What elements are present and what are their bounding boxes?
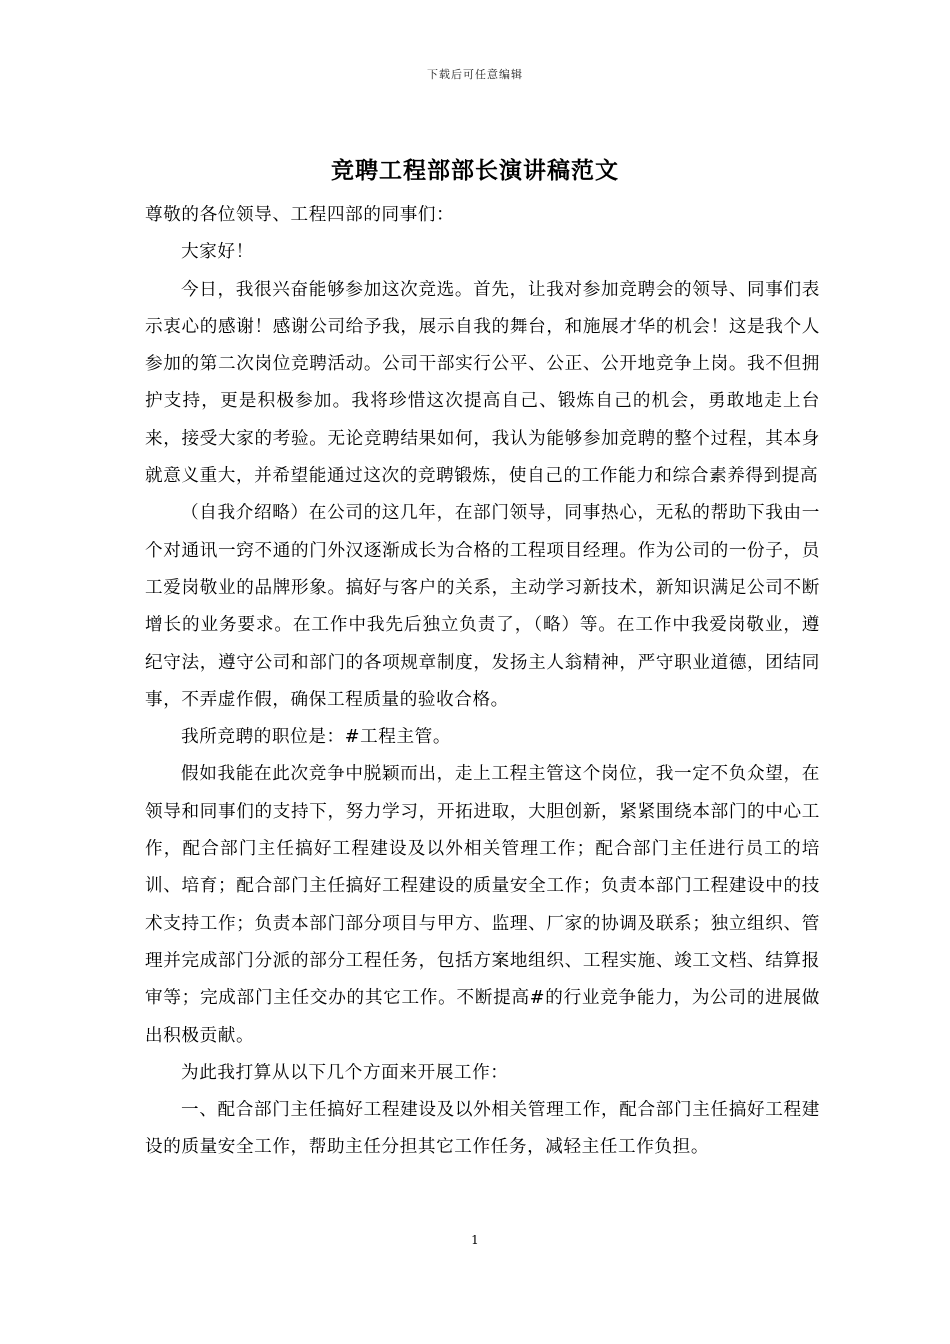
paragraph: 假如我能在此次竞争中脱颖而出，走上工程主管这个岗位，我一定不负众望，在领导和同事们的支持下，努力学习，开拓进取，大胆创新，紧紧围绕本部门的中心工作，配合部门主任搞好工程建设及以外相关管理工作；配合部门主任进行员工的培训、培育；配合部门主任搞好工程建设的质量安全工作；负责本部门工程建设中的技术支持工作；负责本部门部分项目与甲方、监理、厂家的协调及联系；独立组织、管理并完成部门分派的部分工程任务，包括方案地组织、工程实施、竣工文档、结算报审等；完成部门主任交办的其它工作。不断提高#的行业竞争能力，为公司的进展做出积极贡献。 xyxy=(145,764,820,1046)
paragraph: 今日，我很兴奋能够参加这次竞选。首先，让我对参加竞聘会的领导、同事们表示衷心的感谢！感谢公司给予我，展示自我的舞台，和施展才华的机会！这是我个人参加的第二次岗位竞聘活动。公司干部实行公平、公正、公开地竞争上岗。我不但拥护支持，更是积极参加。我将珍惜这次提高自己、锻炼自己的机会，勇敢地走上台来，接受大家的考验。无论竞聘结果如何，我认为能够参加竞聘的整个过程，其本身就意义重大，并希望能通过这次的竞聘锻炼，使自己的工作能力和综合素养得到提高 xyxy=(145,279,820,487)
paragraph: （自我介绍略）在公司的这几年，在部门领导，同事热心，无私的帮助下我由一个对通讯一窍不通的门外汉逐渐成长为合格的工程项目经理。作为公司的一份子，员工爱岗敬业的品牌形象。搞好与客户的关系，主动学习新技术，新知识满足公司不断增长的业务要求。在工作中我先后独立负责了，（略）等。在工作中我爱岗敬业，遵纪守法，遵守公司和部门的各项规章制度，发扬主人翁精神，严守职业道德，团结同事，不弄虚作假，确保工程质量的验收合格。 xyxy=(145,503,820,710)
page-header: 下载后可任意编辑 xyxy=(427,68,523,81)
document-body xyxy=(145,197,820,1167)
paragraph: 我所竞聘的职位是：#工程主管。 xyxy=(181,727,452,748)
paragraph: 一、配合部门主任搞好工程建设及以外相关管理工作，配合部门主任搞好工程建设的质量安全工作，帮助主任分担其它工作任务，减轻主任工作负担。 xyxy=(145,1100,820,1158)
paragraph: 大家好！ xyxy=(181,242,254,263)
salutation: 尊敬的各位领导、工程四部的同事们： xyxy=(145,205,455,225)
document-title: 竞聘工程部部长演讲稿范文 xyxy=(331,157,619,184)
paragraph: 为此我打算从以下几个方面来开展工作： xyxy=(181,1062,509,1083)
page-number: 1 xyxy=(471,1233,479,1247)
